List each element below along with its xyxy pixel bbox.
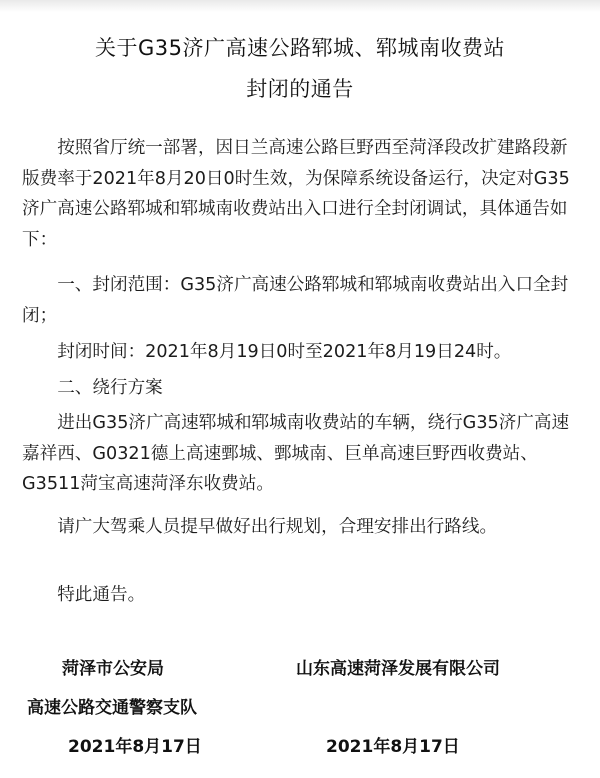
closure-time-paragraph: 封闭时间：2021年8月19日0时至2021年8月19日24时。 <box>57 342 512 362</box>
closure-scope-paragraph: 一、封闭范围：G35济广高速公路郓城和郓城南收费站出入口全封闭； <box>22 275 569 326</box>
signature-left-unit: 高速公路交通警察支队 <box>27 698 197 718</box>
notice-title-line2: 封闭的通告 <box>246 77 354 101</box>
signature-right-date: 2021年8月17日 <box>326 737 460 757</box>
detour-heading: 二、绕行方案 <box>57 378 163 398</box>
intro-paragraph: 按照省厅统一部署，因日兰高速公路巨野西至菏泽段改扩建路段新版费率于2021年8月20日0时生效，为保障系统设备运行，决定对G35济广高速公路郓城和郓城南收费站出入口进行全封闭调试，具体通告如下： <box>22 138 570 250</box>
closing-paragraph: 特此通告。 <box>57 585 146 605</box>
signature-right-organization: 山东高速菏泽发展有限公司 <box>296 659 500 679</box>
page-top-edge <box>0 0 600 12</box>
signature-left-organization: 菏泽市公安局 <box>62 659 164 679</box>
advice-paragraph: 请广大驾乘人员提早做好出行规划，合理安排出行路线。 <box>57 517 498 537</box>
detour-paragraph: 进出G35济广高速郓城和郓城南收费站的车辆，绕行G35济广高速嘉祥西、G0321德上高速鄄城、鄄城南、巨单高速巨野西收费站、G3511菏宝高速菏泽东收费站。 <box>22 413 570 495</box>
signature-left-date: 2021年8月17日 <box>68 737 202 757</box>
notice-title-line1: 关于G35济广高速公路郓城、郓城南收费站 <box>95 36 505 60</box>
